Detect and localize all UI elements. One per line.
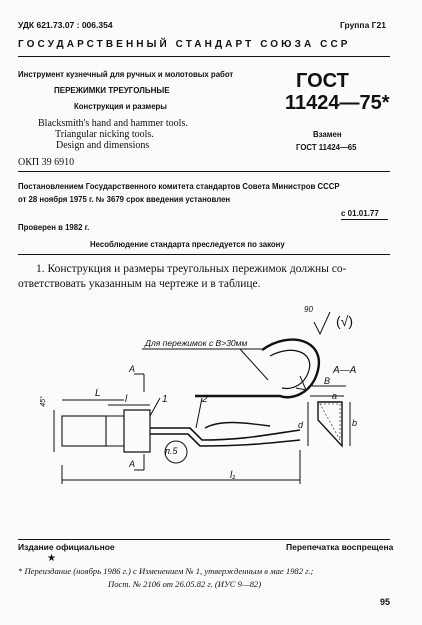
reprint-forbidden: Перепечатка воспрещена	[286, 542, 394, 552]
section-hatch	[320, 404, 340, 440]
replaces-standard: ГОСТ 11424—65	[296, 143, 357, 152]
section-dims	[308, 396, 350, 446]
roughness-check-icon	[314, 312, 330, 334]
body-neck	[106, 416, 124, 446]
footer-rule	[18, 539, 390, 540]
dim-label-l: l	[125, 394, 128, 405]
drawing-note: Для пережимок с B>30мм	[145, 338, 248, 348]
item-label-2: 2	[202, 394, 208, 405]
group-code: Группа Г21	[340, 20, 386, 30]
item-leaders	[150, 398, 202, 428]
dim-label-b: b	[352, 418, 358, 428]
section-label: А—А	[333, 365, 357, 376]
title-line-1: Инструмент кузнечный для ручных и молотовых работ	[18, 70, 234, 79]
decree-date: с 01.01.77	[341, 209, 379, 218]
rod-bend	[205, 423, 270, 429]
tool-head	[124, 410, 150, 452]
dim-label-B: B	[324, 376, 331, 386]
section-arrow-bottom	[134, 454, 144, 470]
roughness-paren: (√)	[336, 313, 354, 329]
roughness-value: 90	[304, 305, 313, 314]
title-line-3: Конструкция и размеры	[74, 102, 167, 111]
dim-label-d: d	[298, 420, 304, 430]
page-number: 95	[380, 597, 391, 607]
section-arrow-top	[134, 374, 144, 392]
section-letter-top: А	[129, 364, 136, 374]
official-edition: Издание официальное	[18, 542, 115, 552]
state-standard-heading: ГОСУДАРСТВЕННЫЙ СТАНДАРТ СОЮЗА ССР	[18, 39, 351, 50]
reissue-note-2: Пост. № 2106 от 26.05.82 г. (ИУС 9—82)	[108, 579, 262, 589]
section-profile	[318, 402, 342, 446]
tool-body-rect	[62, 416, 106, 446]
paragraph-line-1: 1. Конструкция и размеры треугольных пережимок должны со-	[36, 263, 347, 275]
title-en-3: Design and dimensions	[56, 140, 150, 151]
gost-label: ГОСТ	[296, 70, 349, 92]
dim-label-l1: l₁	[230, 470, 236, 481]
title-en-1: Blacksmith's hand and hammer tools.	[38, 118, 188, 129]
handle-ring-inner	[270, 350, 310, 388]
section-letter-bottom: А	[129, 459, 136, 469]
title-en-2: Triangular nicking tools.	[55, 129, 154, 140]
checked-year: Проверен в 1982 г.	[18, 223, 90, 232]
okp-code: ОКП 39 6910	[18, 157, 75, 168]
dim-label-L: L	[95, 388, 101, 399]
decree-line-2: от 28 ноября 1975 г. № 3679 срок введения установлен	[18, 195, 231, 204]
callout-label: п.5	[165, 446, 178, 456]
decree-line-1: Постановлением Государственного комитета стандартов Совета Министров СССР	[18, 182, 340, 191]
dim-label-angle: 45°	[39, 396, 47, 407]
gost-number: 11424—75*	[285, 92, 390, 114]
paragraph-line-2: ответствовать указанным на чертеже и в таблице.	[18, 278, 261, 290]
replaces-label: Взамен	[313, 130, 342, 139]
reissue-note-1: * Переиздание (ноябрь 1986 г.) с Изменением № 1, утвержденным в мае 1982 г.;	[18, 566, 314, 576]
prosecution-notice: Несоблюдение стандарта преследуется по закону	[90, 240, 285, 249]
item-label-1: 1	[162, 394, 168, 405]
udk-code: УДК 621.73.07 : 006.354	[18, 20, 113, 30]
note-arrow-line	[240, 349, 268, 380]
title-line-2: ПЕРЕЖИМКИ ТРЕУГОЛЬНЫЕ	[54, 86, 170, 95]
star-mark: ★	[47, 553, 56, 564]
dim-l1-ext	[62, 450, 300, 484]
dim-label-a: a	[332, 391, 338, 401]
